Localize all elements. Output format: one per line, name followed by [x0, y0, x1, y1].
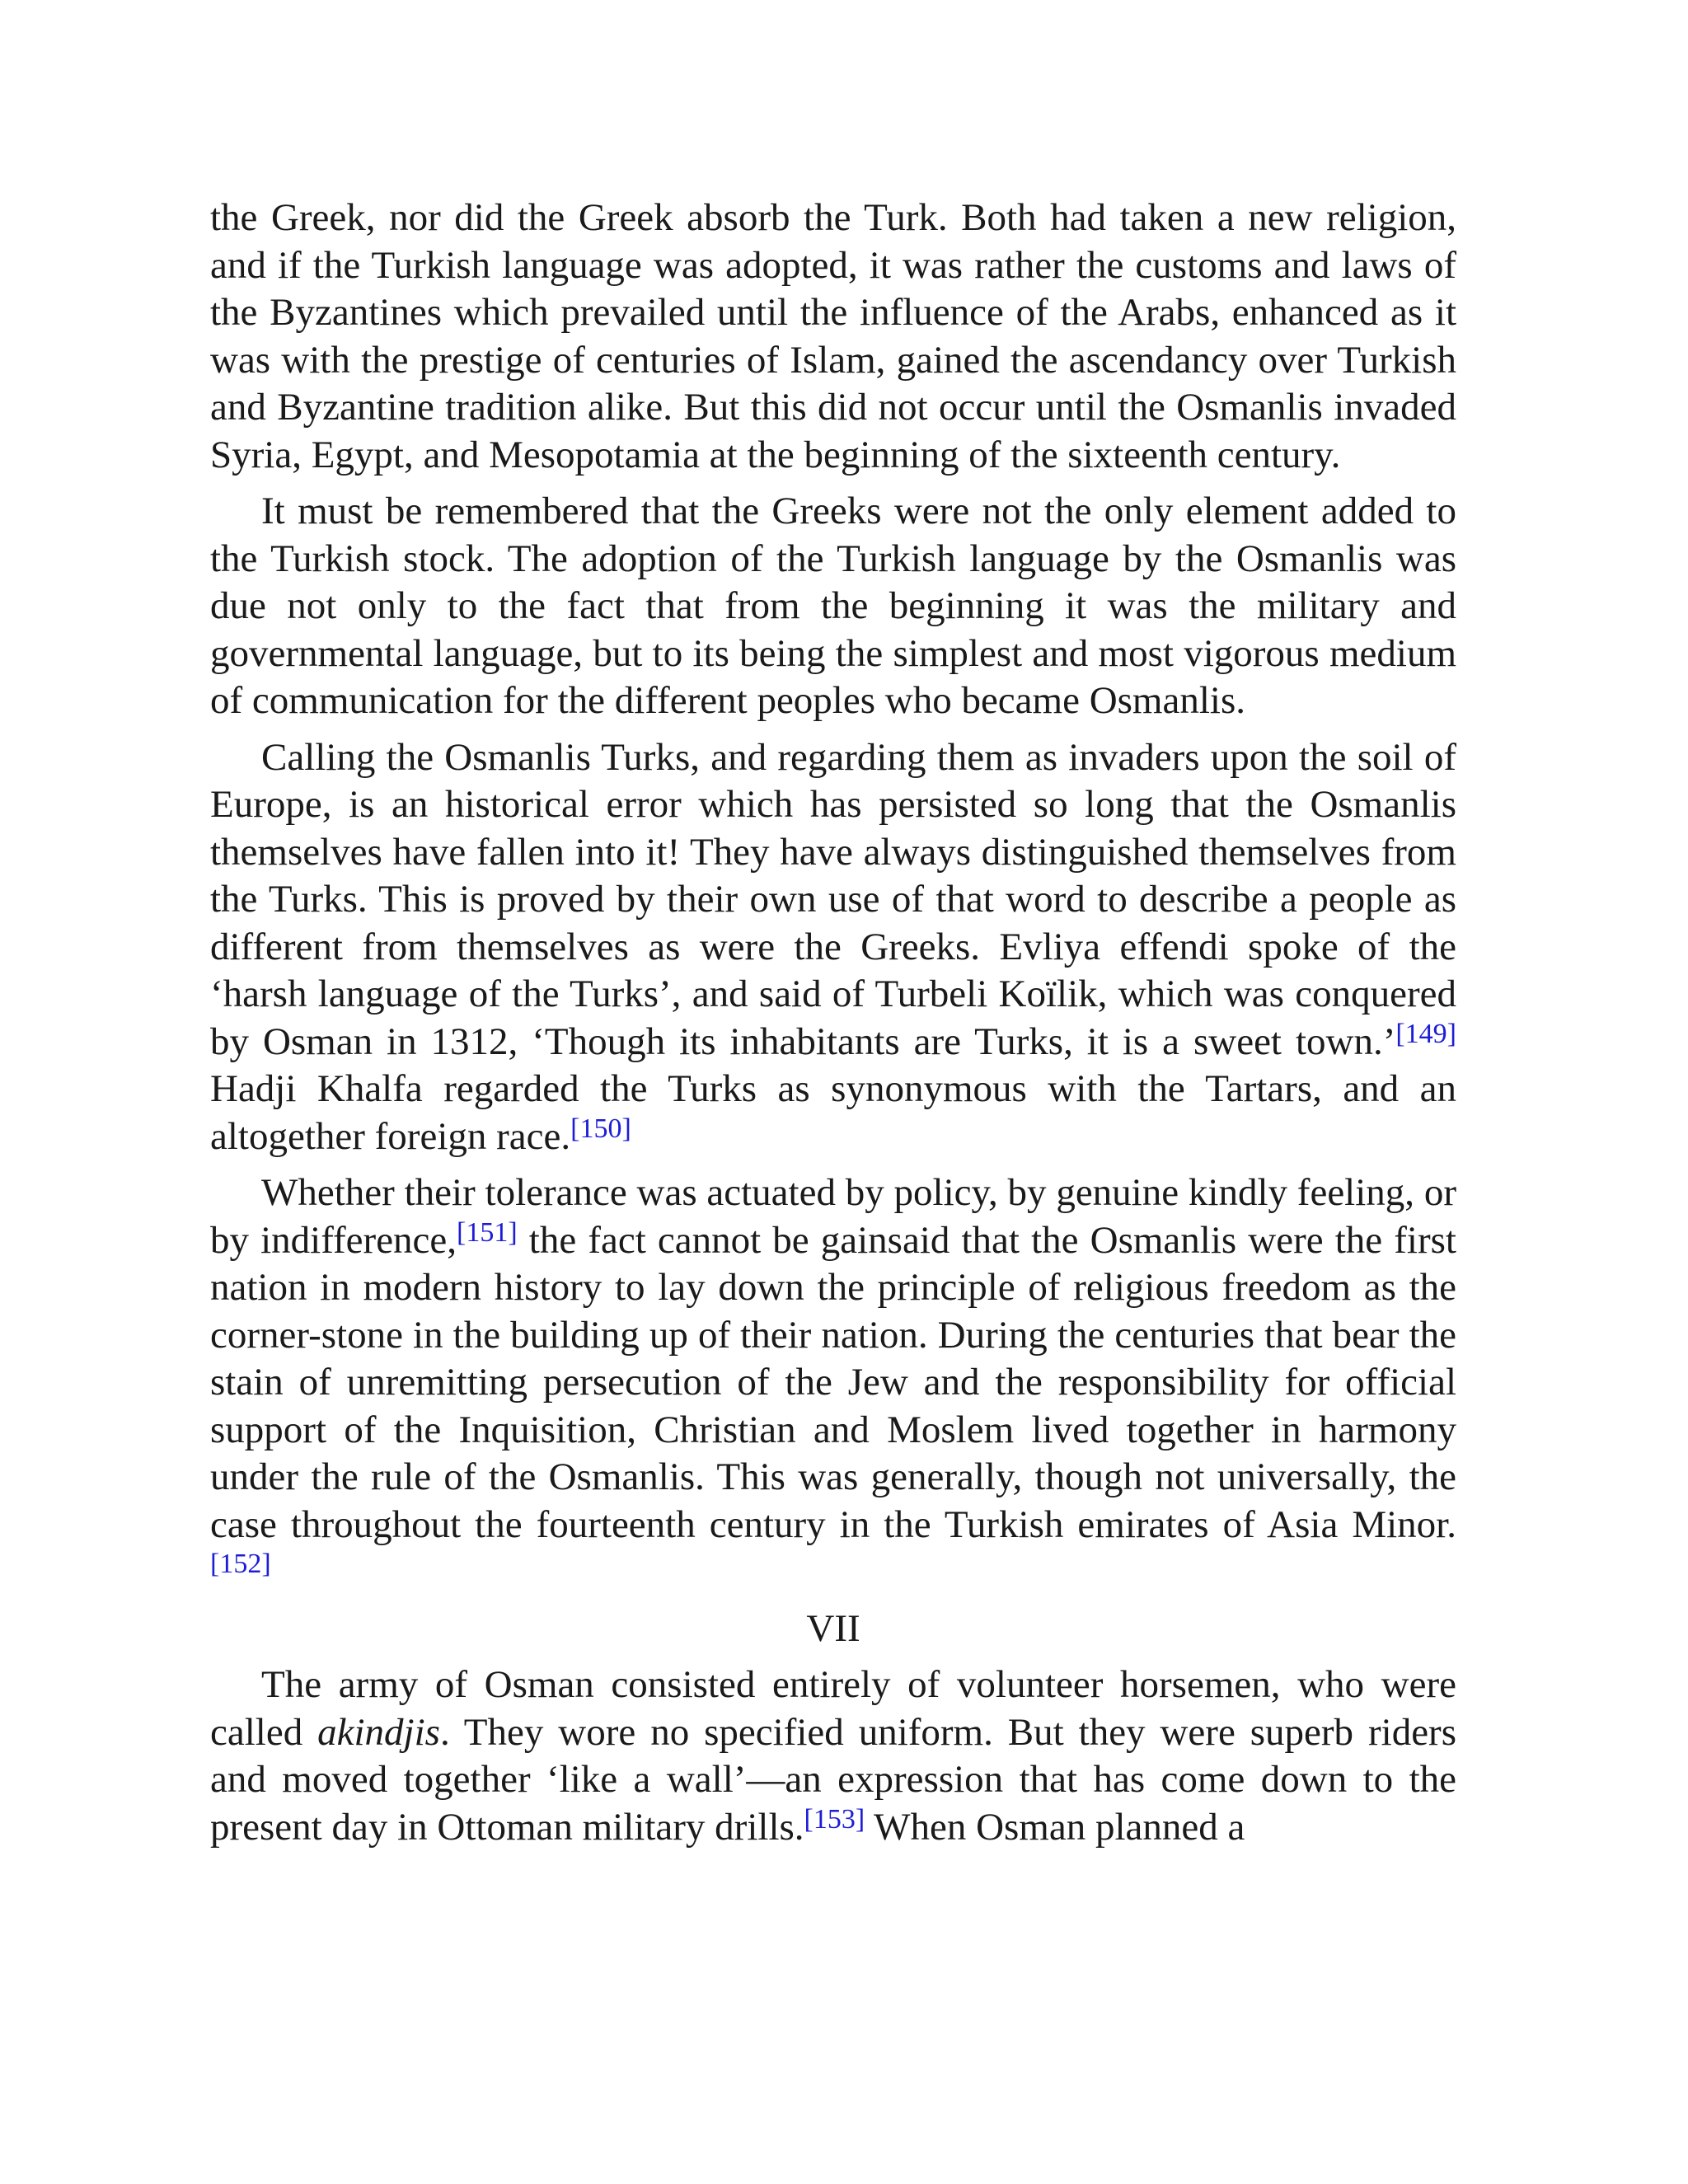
paragraph-5-text-b: . They wore no specified uniform. But they were superb riders and moved together ‘like a wall’—an expression that has come down to the present day in Ottoman military drills. [210, 1710, 1456, 1849]
footnote-link-149[interactable]: [149] [1395, 1018, 1456, 1049]
paragraph-4-text-a: Whether their tolerance was actuated by policy, by genuine kindly feeling, or by indifference, [210, 1171, 1456, 1262]
paragraph-5 [210, 1661, 1456, 1851]
footnote-link-150[interactable]: [150] [570, 1113, 631, 1144]
paragraph-2: It must be remembered that the Greeks were not the only element added to the Turkish stock. The adoption of the Turkish language by the Osmanlis was due not only to the fact that from the beginning it was the military and governmental language, but to its being the simplest and most vigorous medium of communication for the different peoples who became Osmanlis. [210, 490, 1456, 722]
paragraph-3-text-b: Hadji Khalfa regarded the Turks as synonymous with the Tartars, and an altogether foreign race. [210, 1067, 1456, 1158]
paragraph-4 [210, 1169, 1456, 1596]
paragraph-4-text-b: the fact cannot be gainsaid that the Osmanlis were the first nation in modern history to lay down the principle of religious freedom as the corner-stone in the building up of their nation. During the centuries that bear the stain of unremitting persecution of the Jew and the responsibility for official support of the Inquisition, Christian and Moslem lived together in harmony under the rule of the Osmanlis. This was generally, though not universally, the case throughout the fourteenth century in the Turkish emirates of Asia Minor. [210, 1218, 1456, 1546]
paragraph-3 [210, 734, 1456, 1161]
footnote-link-152[interactable]: [152] [210, 1549, 271, 1579]
paragraph-5-text-c: When Osman planned a [865, 1805, 1245, 1849]
document-page [210, 194, 1456, 1860]
paragraph-5-text-a: The army of Osman consisted entirely of volunteer horsemen, who were called [210, 1663, 1456, 1754]
paragraph-1: the Greek, nor did the Greek absorb the Turk. Both had taken a new religion, and if the Turkish language was adopted, it was rather the customs and laws of the Byzantines which prevailed until the influence of the Arabs, enhanced as it was with the prestige of centuries of Islam, gained the ascendancy over Turkish and Byzantine tradition alike. But this did not occur until the Osmanlis invaded Syria, Egypt, and Mesopotamia at the beginning of the sixteenth century. [210, 196, 1456, 476]
paragraph-5-italic-term: akindjis [317, 1710, 440, 1754]
footnote-link-153[interactable]: [153] [804, 1803, 865, 1835]
paragraph-3-text-a: Calling the Osmanlis Turks, and regarding them as invaders upon the soil of Europe, is an historical error which has persisted so long that the Osmanlis themselves have fallen into it! They have always distinguished themselves from the Turks. This is proved by their own use of that word to describe a people as different from themselves as were the Greeks. Evliya effendi spoke of the ‘harsh language of the Turks’, and said of Turbeli Koïlik, which was conquered by Osman in 1312, ‘Though its inhabitants are Turks, it is a sweet town.’ [210, 735, 1456, 1063]
footnote-link-151[interactable]: [151] [457, 1216, 518, 1248]
section-heading: VII [806, 1606, 860, 1650]
